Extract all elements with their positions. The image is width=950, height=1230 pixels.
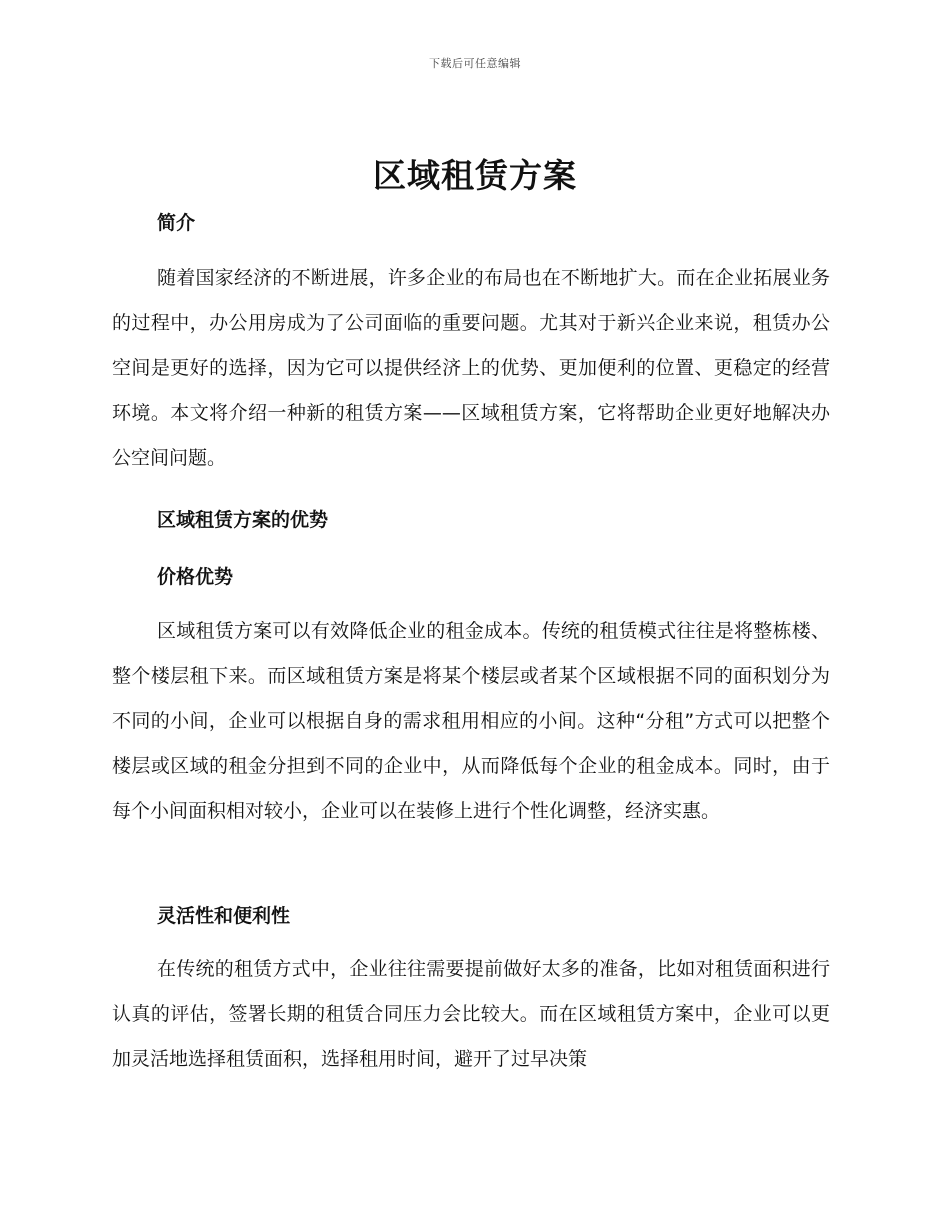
section-heading-flexibility: 灵活性和便利性 (157, 905, 291, 927)
section-heading-advantages: 区域租赁方案的优势 (157, 509, 329, 531)
document-title: 区域租赁方案 (373, 156, 577, 195)
paragraph-intro: 随着国家经济的不断进展，许多企业的布局也在不断地扩大。而在企业拓展业务的过程中，办公用房成为了公司面临的重要问题。尤其对于新兴企业来说，租赁办公空间是更好的选择，因为它可以提供经济上的优势、更加便利的位置、更稳定的经营环境。本文将介绍一种新的租赁方案——区域租赁方案，它将帮助企业更好地解决办公空间问题。 (112, 267, 830, 469)
section-heading-price: 价格优势 (157, 566, 234, 588)
paragraph-flexibility: 在传统的租赁方式中，企业往往需要提前做好太多的准备，比如对租赁面积进行认真的评估，签署长期的租赁合同压力会比较大。而在区域租赁方案中，企业可以更加灵活地选择租赁面积，选择租用时间，避开了过早决策 (112, 958, 830, 1070)
section-heading-intro: 简介 (157, 212, 196, 234)
header-note: 下载后可任意编辑 (429, 57, 521, 70)
paragraph-price: 区域租赁方案可以有效降低企业的租金成本。传统的租赁模式往往是将整栋楼、整个楼层租下来。而区域租赁方案是将某个楼层或者某个区域根据不同的面积划分为不同的小间，企业可以根据自身的需求租用相应的小间。这种“分租”方式可以把整个楼层或区域的租金分担到不同的企业中，从而降低每个企业的租金成本。同时，由于每个小间面积相对较小，企业可以在装修上进行个性化调整，经济实惠。 (112, 620, 830, 822)
